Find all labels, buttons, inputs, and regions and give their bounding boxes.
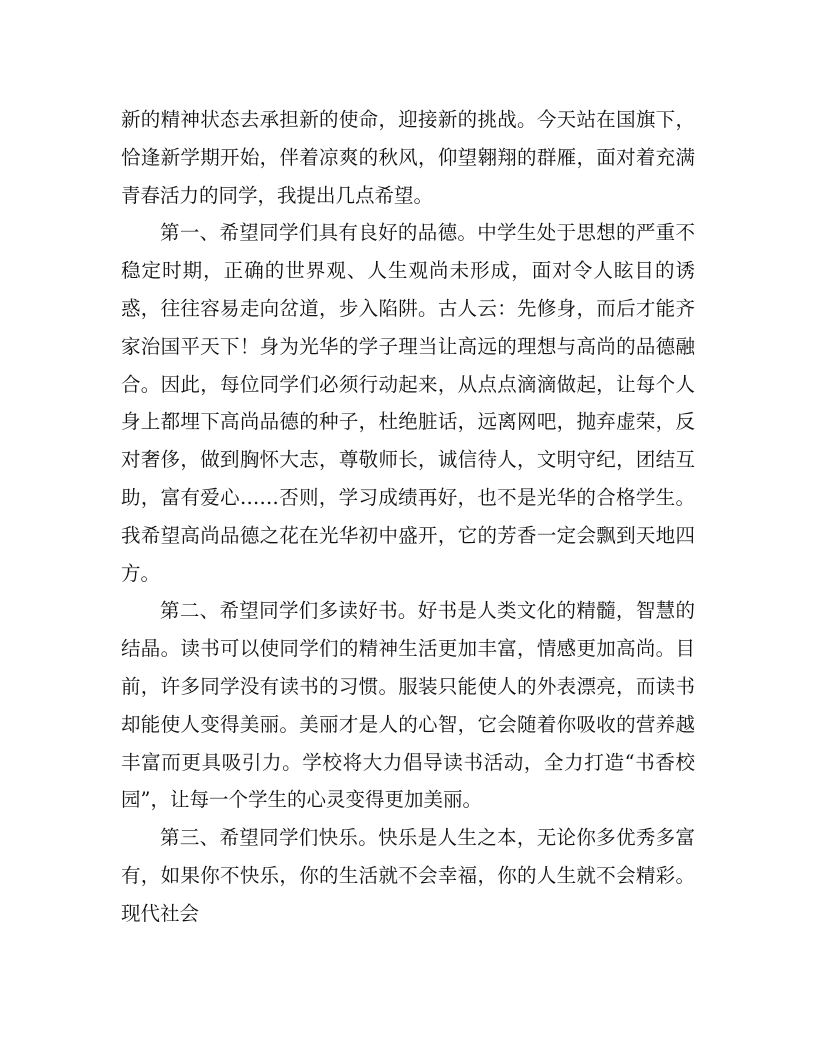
paragraph-point-3: 第三、希望同学们快乐。快乐是人生之本，无论你多优秀多富有，如果你不快乐，你的生活就不会幸福，你的人生就不会精彩。现代社会 [121,826,695,925]
paragraph-point-2: 第二、希望同学们多读好书。好书是人类文化的精髓，智慧的结晶。读书可以使同学们的精神生活更加丰富，情感更加高尚。目前，许多同学没有读书的习惯。服装只能使人的外表漂亮，而读书却能使人变得美丽。美丽才是人的心智，它会随着你吸收的营养越丰富而更具吸引力。学校将大力倡导读书活动，全力打造“书香校园”，让每一个学生的心灵变得更加美丽。 [121,599,695,812]
paragraph-point-1: 第一、希望同学们具有良好的品德。中学生处于思想的严重不稳定时期，正确的世界观、人生观尚未形成，面对令人眩目的诱惑，往往容易走向岔道，步入陷阱。古人云：先修身，而后才能齐家治国平天下！身为光华的学子理当让高远的理想与高尚的品德融合。因此，每位同学们必须行动起来，从点点滴滴做起，让每个人身上都埋下高尚品德的种子，杜绝脏话，远离网吧，抛弃虚荣，反对奢侈，做到胸怀大志，尊敬师长，诚信待人，文明守纪，团结互助，富有爱心……否则，学习成绩再好，也不是光华的合格学生。我希望高尚品德之花在光华初中盛开，它的芳香一定会飘到天地四方。 [121,221,695,585]
document-body [121,101,695,933]
paragraph-intro: 新的精神状态去承担新的使命，迎接新的挑战。今天站在国旗下，恰逢新学期开始，伴着凉爽的秋风，仰望翱翔的群雁，面对着充满青春活力的同学，我提出几点希望。 [121,108,695,207]
